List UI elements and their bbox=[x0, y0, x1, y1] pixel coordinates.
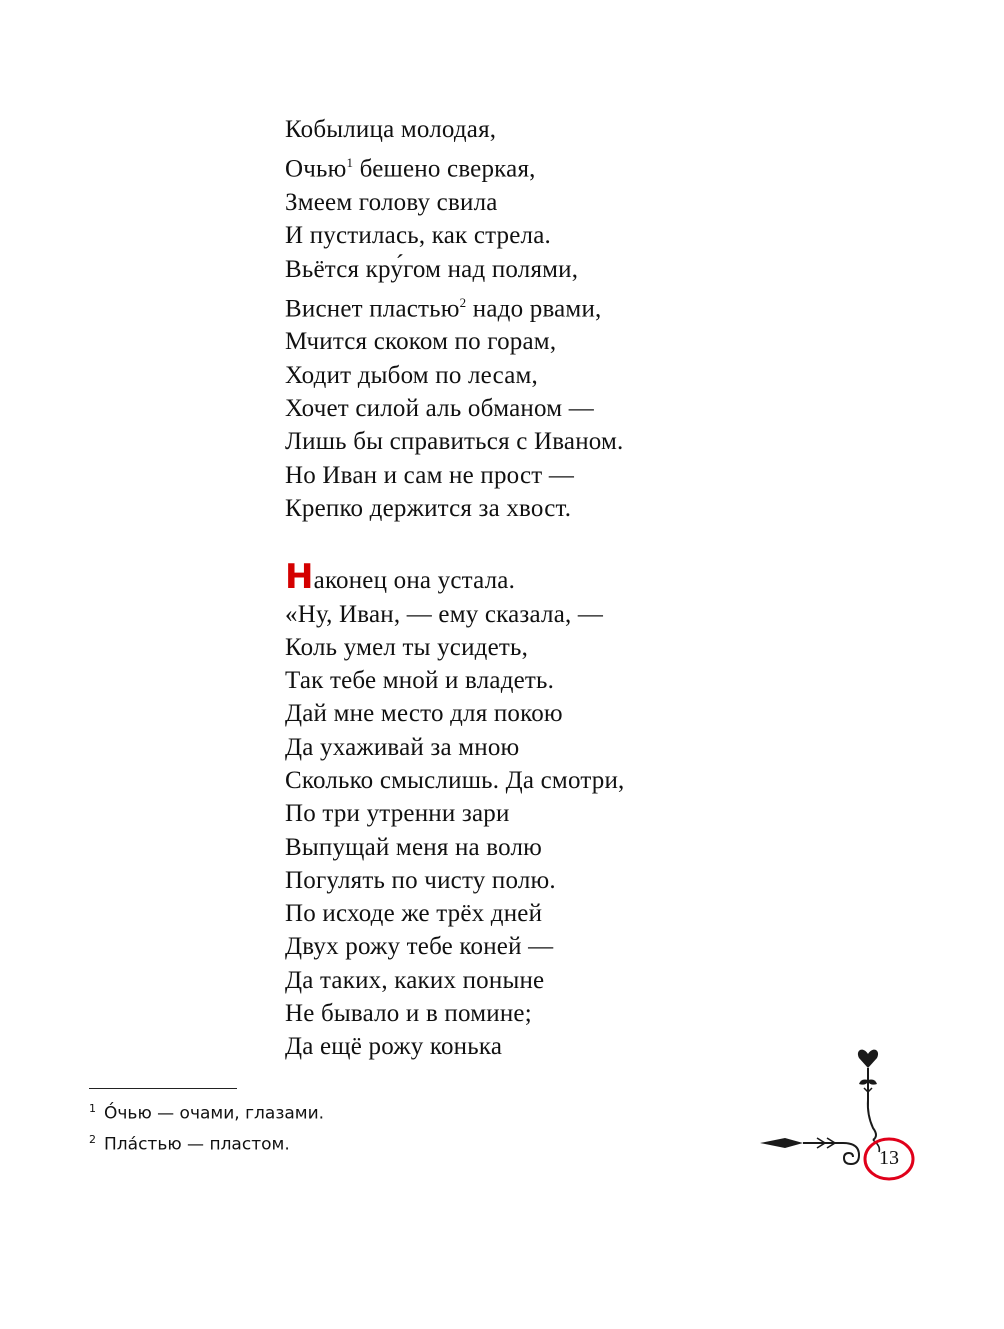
poem-line-text: Очью bbox=[285, 155, 347, 183]
poem-line: Не бывало и в помине; bbox=[285, 1000, 532, 1028]
footnote-number: 1 bbox=[89, 1102, 96, 1115]
poem-line: Хочет силой аль обманом — bbox=[285, 395, 594, 423]
footnote-1 bbox=[89, 1096, 324, 1127]
poem-line: Сколько смыслишь. Да смотри, bbox=[285, 767, 625, 794]
poem-line: Двух рожу тебе коней — bbox=[285, 933, 554, 961]
poem-line: Ходит дыбом по лесам, bbox=[285, 361, 538, 389]
poem-line bbox=[285, 286, 905, 326]
poem-line: Вьётся кру́гом над полями, bbox=[285, 255, 579, 283]
poem-line: Так тебе мной и владеть. bbox=[285, 667, 555, 695]
poem-line: Мчится скоком по горам, bbox=[285, 328, 557, 356]
poem-line: Коль умел ты усидеть, bbox=[285, 633, 529, 661]
arrow-icon bbox=[760, 1138, 803, 1148]
poem-line-text: Виснет пластью bbox=[285, 295, 460, 323]
poem-line: Да таких, каких поныне bbox=[285, 966, 545, 994]
poem-line: Крепко держится за хвост. bbox=[285, 494, 572, 522]
footnote-ref: 2 bbox=[459, 294, 467, 310]
footnote-ref: 1 bbox=[346, 155, 354, 171]
poem-line: По три утренни зари bbox=[285, 800, 510, 828]
footnotes bbox=[89, 1096, 324, 1157]
poem-line bbox=[285, 146, 905, 186]
poem-line: Лишь бы справиться с Иваном. bbox=[285, 428, 624, 456]
poem-line: Да ухаживай за мною bbox=[285, 733, 520, 761]
poem-line: Погулять по чисту полю. bbox=[285, 866, 556, 894]
poem-line: И пустилась, как стрела. bbox=[285, 222, 551, 250]
poem-line bbox=[285, 557, 905, 598]
heart-icon bbox=[858, 1050, 878, 1068]
stanza-1 bbox=[285, 113, 905, 525]
poem-line: Кобылица молодая, bbox=[285, 116, 497, 143]
poem-line: Да ещё рожу конька bbox=[285, 1033, 503, 1061]
footnote-number: 2 bbox=[89, 1132, 96, 1146]
poem-line-text: аконец она устала. bbox=[313, 567, 516, 595]
poem-line: Змеем голову свила bbox=[285, 188, 498, 216]
poem bbox=[285, 113, 905, 1064]
poem-line-text: надо рвами, bbox=[466, 295, 602, 323]
footnote-divider bbox=[89, 1088, 237, 1089]
poem-line: По исходе же трёх дней bbox=[285, 900, 543, 928]
footnote-text: Пла́стью — пластом. bbox=[104, 1134, 290, 1155]
footnote-text: О́чью — очами, глазами. bbox=[104, 1103, 325, 1124]
poem-line: Но Иван и сам не прост — bbox=[285, 461, 575, 489]
drop-cap: Н bbox=[285, 557, 314, 598]
poem-line-text: бешено сверкая, bbox=[353, 155, 536, 183]
footnote-2 bbox=[89, 1127, 324, 1158]
stanza-2 bbox=[285, 557, 905, 1063]
poem-line: Дай мне место для покою bbox=[285, 700, 563, 728]
poem-line: Выпущай меня на волю bbox=[285, 833, 543, 861]
page-number: 13 bbox=[879, 1146, 899, 1169]
poem-line: «Ну, Иван, — ему сказала, — bbox=[285, 600, 604, 628]
